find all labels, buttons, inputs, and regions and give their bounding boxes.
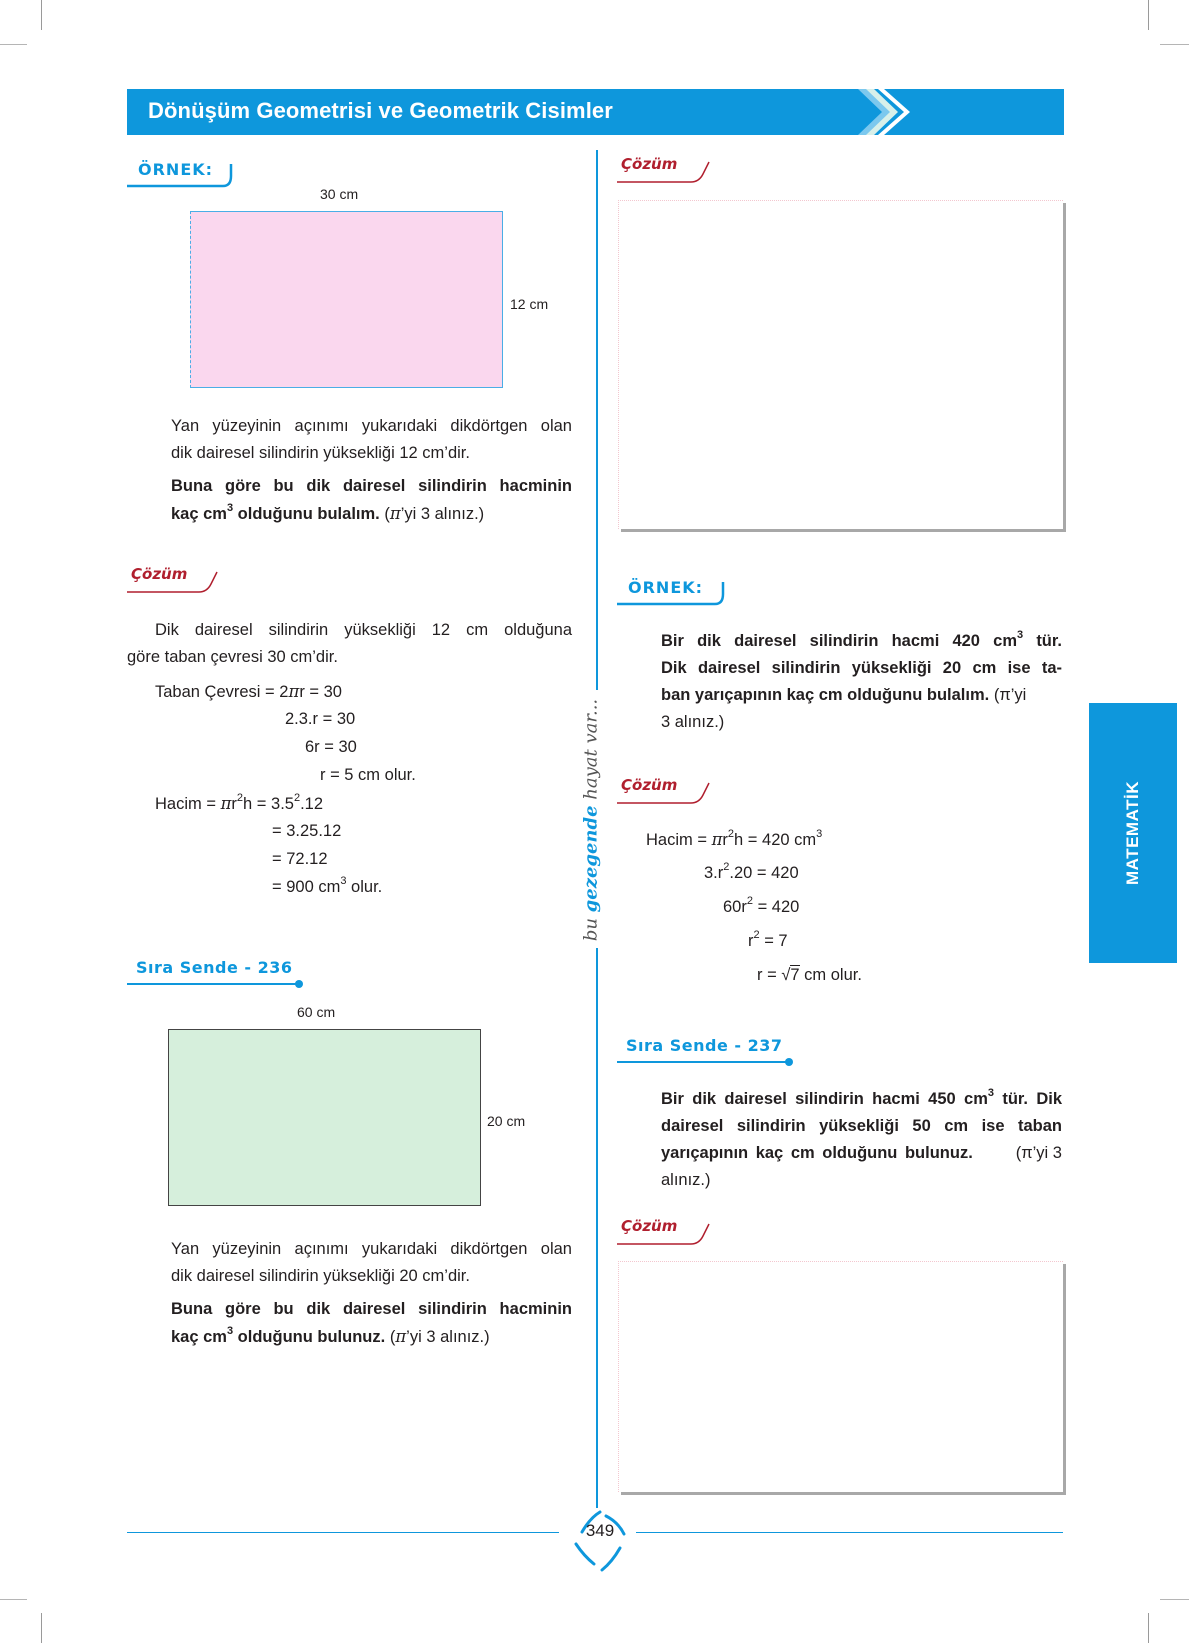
solution-label: Çözüm (621, 776, 678, 794)
chapter-banner (127, 89, 1064, 135)
solution-text: göre taban çevresi 30 cm’dir. (127, 648, 338, 666)
example-underline (617, 578, 727, 608)
exercise-text-part: Bir dik dairesel silindirin hacmi 450 cm (661, 1090, 988, 1108)
crop-mark (41, 0, 42, 30)
example-label: ÖRNEK: (628, 578, 704, 597)
equation-text: r (231, 795, 237, 813)
exercise-text: dik dairesel silindirin yüksekliği 20 cm’dir. (171, 1267, 470, 1285)
equation-text: r = (757, 966, 782, 984)
slogan-highlight: gezegende (580, 805, 602, 913)
superscript: 3 (226, 501, 234, 514)
superscript: 2 (746, 894, 753, 907)
example-text-part: Bir dik dairesel silindirin hacmi 420 cm (661, 632, 1018, 650)
equation-text: r = 30 (299, 683, 342, 701)
solution-underline (127, 568, 227, 596)
hint-text: (π’yi 3 (1015, 1144, 1062, 1162)
exercise-text: dairesel silindirin yüksekliği 50 cm ise taban (661, 1117, 1062, 1135)
exercise-question: Buna göre bu dik dairesel silindirin hacminin (171, 1300, 572, 1318)
equation-text: Hacim = (155, 795, 221, 813)
exercise-label: Sıra Sende - 237 (626, 1036, 783, 1055)
slogan (581, 699, 602, 941)
solution-underline (617, 779, 717, 807)
crop-mark (1148, 1613, 1149, 1643)
hint-text: ( (384, 505, 390, 523)
equation-text: Hacim = (646, 831, 712, 849)
exercise-text (661, 1086, 1062, 1113)
equation-text: r (748, 932, 754, 950)
pi-symbol: π (389, 504, 401, 523)
equation-text: Taban Çevresi = 2 (155, 683, 289, 701)
solution-label: Çözüm (621, 155, 678, 173)
exercise-underline (617, 1056, 797, 1068)
equation-line (272, 874, 383, 897)
question-text: olduğunu bulalım. (233, 505, 380, 523)
exercise-label: Sıra Sende - 236 (136, 958, 293, 977)
equation-line: 6r = 30 (305, 738, 357, 756)
crop-mark (41, 1613, 42, 1643)
crop-mark (1148, 0, 1149, 30)
height-label: 12 cm (510, 296, 549, 312)
equation-text: = 900 cm (272, 878, 341, 896)
equation-text: olur. (346, 878, 383, 896)
answer-area[interactable] (618, 1261, 1063, 1492)
equation-line: r = 5 cm olur. (320, 766, 416, 784)
superscript: 3 (987, 1086, 995, 1099)
exercise-text-part: tür. Dik (994, 1090, 1063, 1108)
solution-label: Çözüm (621, 1217, 678, 1235)
example-text: Yan yüzeyinin açınımı yukarıdaki dikdörtgen olan (171, 417, 572, 435)
hint-text: ’yi 3 alınız.) (406, 1328, 490, 1346)
slogan-text: hayat var... (580, 698, 602, 806)
equation-text: cm olur. (799, 966, 862, 984)
example-question (171, 500, 572, 528)
hint-text: ’yi 3 alınız.) (400, 505, 485, 523)
equation-line (646, 827, 823, 850)
equation-line (155, 791, 324, 814)
equation-line (748, 928, 788, 951)
superscript: 3 (226, 1324, 234, 1337)
equation-text: h = 3.5 (243, 795, 294, 813)
example-text: dik dairesel silindirin yüksekliği 12 cm’dir. (171, 444, 470, 462)
superscript: 2 (293, 791, 301, 804)
solution-text: Dik dairesel silindirin yüksekliği 12 cm olduğuna (155, 621, 572, 639)
exercise-text: alınız.) (661, 1171, 711, 1189)
superscript: 2 (727, 827, 735, 840)
equation-line: = 72.12 (272, 850, 328, 868)
example-text (661, 628, 1062, 655)
question-text: olduğunu bulunuz. (233, 1328, 386, 1346)
superscript: 3 (1017, 628, 1024, 641)
chapter-title: Dönüşüm Geometrisi ve Geometrik Cisimler (148, 98, 613, 123)
equation-line (155, 682, 342, 702)
equation-text: = 420 (752, 898, 800, 916)
subject-tab-label: MATEMATİK (1123, 781, 1142, 885)
double-chevron-icon (852, 87, 922, 137)
column-divider (596, 150, 598, 690)
crop-mark (1160, 44, 1189, 45)
solution-label: Çözüm (131, 565, 188, 583)
exercise-text (661, 1140, 1062, 1167)
equation-line: = 3.25.12 (272, 822, 342, 840)
pi-symbol: π (220, 794, 232, 813)
equation-text: 60r (723, 898, 747, 916)
net-rectangle (190, 211, 503, 388)
example-label: ÖRNEK: (138, 160, 214, 179)
example-text-part: ban yarıçapının kaç cm olduğunu bulalım. (661, 686, 990, 704)
width-label: 30 cm (320, 186, 359, 202)
exercise-text: Yan yüzeyinin açınımı yukarıdaki dikdörtgen olan (171, 1240, 572, 1258)
equation-line (757, 966, 862, 985)
column-divider (596, 948, 598, 1508)
equation-text: r (722, 831, 728, 849)
subject-tab (1089, 703, 1177, 963)
example-text (661, 682, 1062, 709)
crop-mark (0, 1599, 27, 1600)
solution-underline (617, 1220, 717, 1248)
question-text: kaç cm (171, 1328, 227, 1346)
exercise-underline (127, 978, 307, 990)
equation-text: .20 = 420 (729, 864, 799, 882)
example-text-part: tür. (1023, 632, 1062, 650)
sqrt-symbol: √ (781, 966, 791, 984)
slogan-text: bu (580, 912, 602, 942)
question-text: kaç cm (171, 505, 227, 523)
equation-text: = 7 (759, 932, 788, 950)
solution-underline (617, 158, 717, 186)
crop-mark (0, 44, 27, 45)
pi-symbol: π (395, 1327, 407, 1346)
page-number: 349 (585, 1521, 615, 1540)
crop-mark (1160, 1599, 1189, 1600)
exercise-question (171, 1323, 572, 1351)
equation-text: .12 (300, 795, 324, 813)
footer-rule (636, 1532, 1063, 1533)
equation-text: 7 (790, 966, 800, 984)
superscript: 3 (340, 874, 347, 887)
example-question: Buna göre bu dik dairesel silindirin hacminin (171, 477, 572, 495)
example-underline (127, 160, 237, 190)
example-text: Dik dairesel silindirin yüksekliği 20 cm ise ta- (661, 659, 1062, 677)
page-number-frame-icon (562, 1508, 638, 1578)
answer-area[interactable] (618, 200, 1063, 529)
pi-symbol: π (288, 682, 300, 701)
pi-symbol: π (711, 830, 723, 849)
superscript: 3 (816, 827, 823, 840)
equation-line (723, 894, 800, 917)
superscript: 2 (236, 791, 244, 804)
width-label: 60 cm (297, 1004, 336, 1020)
example-text: 3 alınız.) (661, 713, 725, 731)
height-label: 20 cm (487, 1113, 526, 1129)
equation-text: 3.r (704, 864, 724, 882)
exercise-text-part: yarıçapının kaç cm olduğunu bulunuz. (661, 1144, 973, 1162)
hint-text: (π’yi (989, 686, 1027, 704)
equation-text: h = 420 cm (734, 831, 817, 849)
hint-text: ( (389, 1328, 396, 1346)
equation-line: 2.3.r = 30 (285, 710, 356, 728)
superscript: 2 (723, 860, 730, 873)
footer-rule (127, 1532, 559, 1533)
net-rectangle (168, 1029, 481, 1206)
equation-line (704, 860, 799, 883)
superscript: 2 (753, 928, 760, 941)
